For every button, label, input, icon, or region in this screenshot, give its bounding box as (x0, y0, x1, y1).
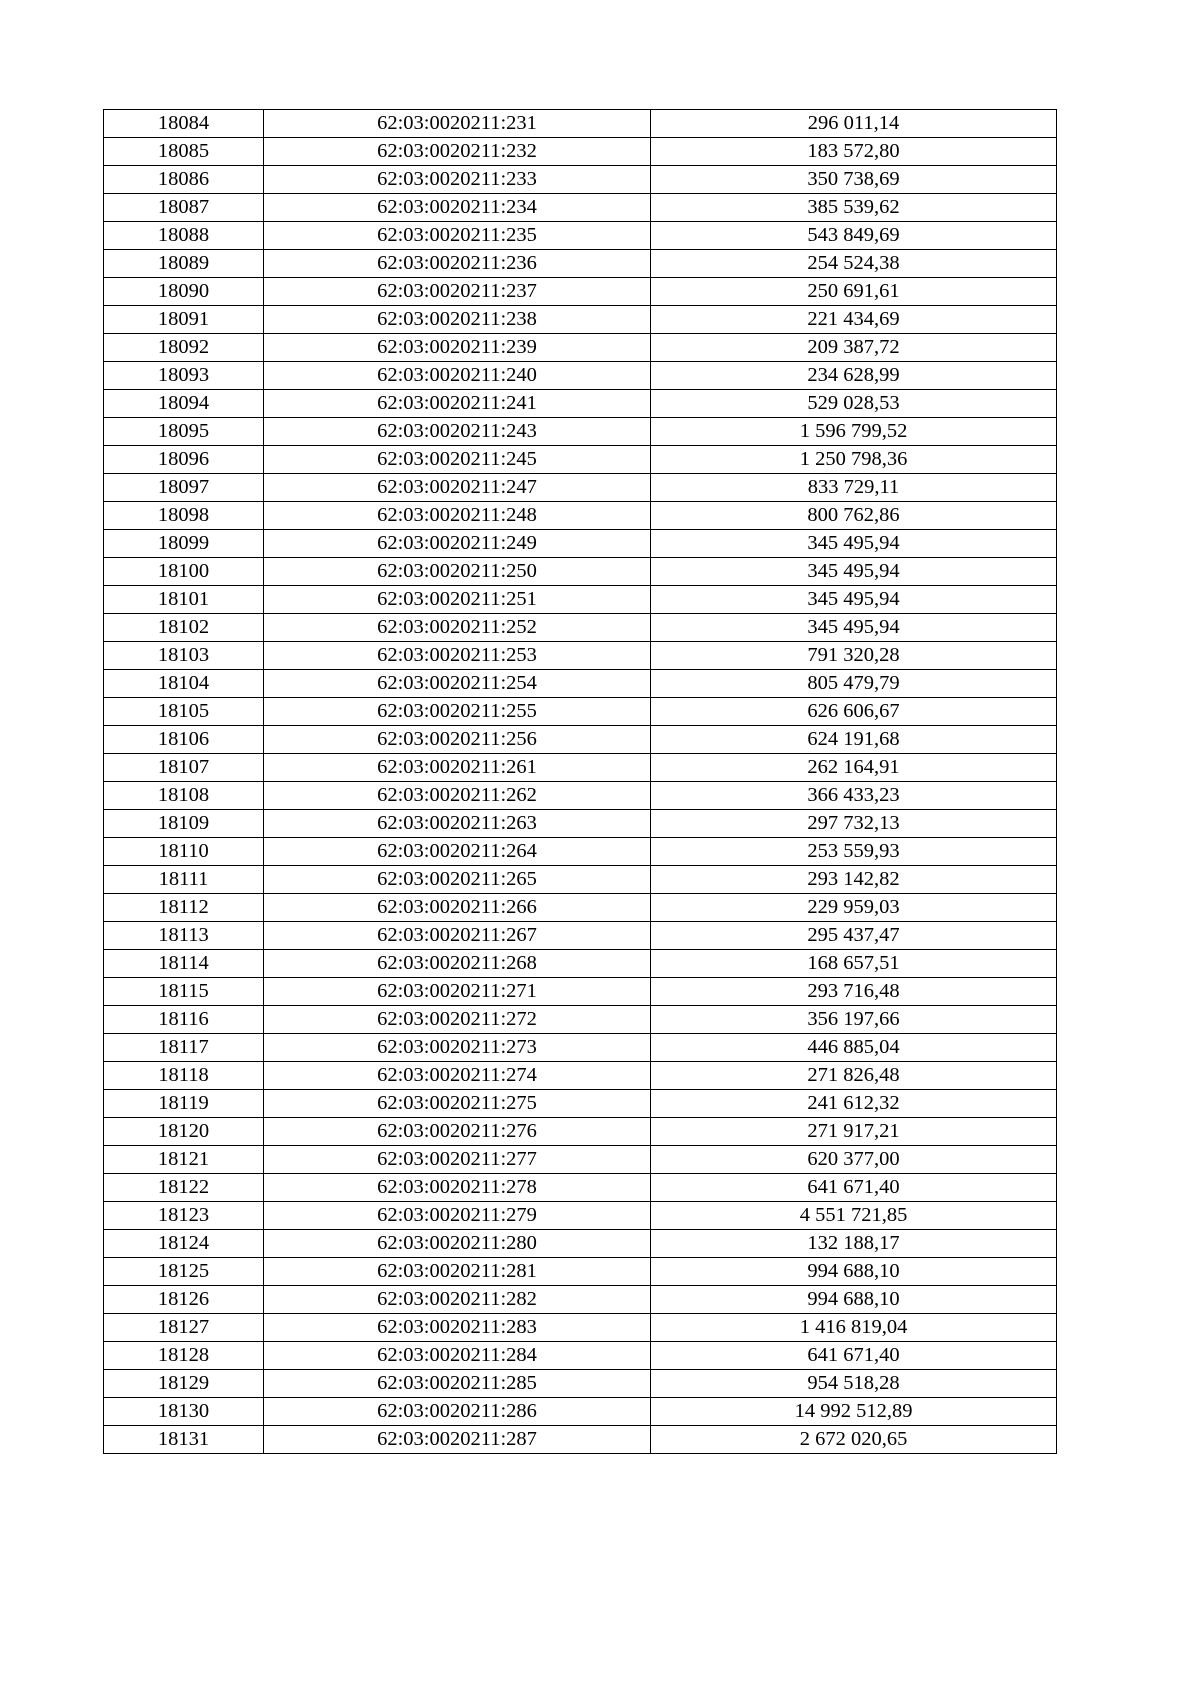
cadastral-number-cell: 62:03:0020211:232 (264, 138, 651, 166)
table-row (104, 754, 1057, 782)
table-row (104, 474, 1057, 502)
cadastral-number-cell: 62:03:0020211:274 (264, 1062, 651, 1090)
cadastral-value-cell: 234 628,99 (651, 362, 1057, 390)
cadastral-value-cell: 356 197,66 (651, 1006, 1057, 1034)
row-number-cell: 18098 (104, 502, 264, 530)
cadastral-value-cell: 800 762,86 (651, 502, 1057, 530)
cadastral-value-cell: 168 657,51 (651, 950, 1057, 978)
table-row (104, 1398, 1057, 1426)
cadastral-value-cell: 295 437,47 (651, 922, 1057, 950)
row-number-cell: 18117 (104, 1034, 264, 1062)
cadastral-number-cell: 62:03:0020211:231 (264, 110, 651, 138)
cadastral-number-cell: 62:03:0020211:241 (264, 390, 651, 418)
row-number-cell: 18127 (104, 1314, 264, 1342)
row-number-cell: 18094 (104, 390, 264, 418)
cadastral-value-cell: 262 164,91 (651, 754, 1057, 782)
cadastral-number-cell: 62:03:0020211:279 (264, 1202, 651, 1230)
cadastral-number-cell: 62:03:0020211:249 (264, 530, 651, 558)
row-number-cell: 18103 (104, 642, 264, 670)
cadastral-number-cell: 62:03:0020211:283 (264, 1314, 651, 1342)
row-number-cell: 18087 (104, 194, 264, 222)
cadastral-number-cell: 62:03:0020211:245 (264, 446, 651, 474)
cadastral-value-cell: 241 612,32 (651, 1090, 1057, 1118)
table-body (104, 110, 1057, 1454)
row-number-cell: 18084 (104, 110, 264, 138)
cadastral-number-cell: 62:03:0020211:282 (264, 1286, 651, 1314)
cadastral-value-cell: 954 518,28 (651, 1370, 1057, 1398)
cadastral-number-cell: 62:03:0020211:254 (264, 670, 651, 698)
cadastral-value-cell: 833 729,11 (651, 474, 1057, 502)
row-number-cell: 18106 (104, 726, 264, 754)
cadastral-number-cell: 62:03:0020211:287 (264, 1426, 651, 1454)
row-number-cell: 18090 (104, 278, 264, 306)
row-number-cell: 18089 (104, 250, 264, 278)
table-row (104, 670, 1057, 698)
cadastral-value-cell: 183 572,80 (651, 138, 1057, 166)
row-number-cell: 18086 (104, 166, 264, 194)
cadastral-value-cell: 626 606,67 (651, 698, 1057, 726)
table-row (104, 502, 1057, 530)
cadastral-value-table (103, 109, 1057, 1454)
cadastral-value-cell: 296 011,14 (651, 110, 1057, 138)
table-row (104, 222, 1057, 250)
cadastral-number-cell: 62:03:0020211:265 (264, 866, 651, 894)
cadastral-value-cell: 1 596 799,52 (651, 418, 1057, 446)
cadastral-number-cell: 62:03:0020211:253 (264, 642, 651, 670)
cadastral-value-cell: 620 377,00 (651, 1146, 1057, 1174)
cadastral-value-cell: 253 559,93 (651, 838, 1057, 866)
cadastral-value-cell: 209 387,72 (651, 334, 1057, 362)
row-number-cell: 18121 (104, 1146, 264, 1174)
row-number-cell: 18092 (104, 334, 264, 362)
row-number-cell: 18129 (104, 1370, 264, 1398)
table-row (104, 1202, 1057, 1230)
row-number-cell: 18093 (104, 362, 264, 390)
cadastral-value-cell: 4 551 721,85 (651, 1202, 1057, 1230)
row-number-cell: 18111 (104, 866, 264, 894)
table-row (104, 1034, 1057, 1062)
row-number-cell: 18100 (104, 558, 264, 586)
table-row (104, 642, 1057, 670)
cadastral-number-cell: 62:03:0020211:277 (264, 1146, 651, 1174)
cadastral-value-cell: 221 434,69 (651, 306, 1057, 334)
cadastral-number-cell: 62:03:0020211:238 (264, 306, 651, 334)
cadastral-number-cell: 62:03:0020211:236 (264, 250, 651, 278)
table-row (104, 110, 1057, 138)
table-row (104, 586, 1057, 614)
table-row (104, 558, 1057, 586)
cadastral-number-cell: 62:03:0020211:240 (264, 362, 651, 390)
table-row (104, 1314, 1057, 1342)
cadastral-number-cell: 62:03:0020211:247 (264, 474, 651, 502)
table-row (104, 250, 1057, 278)
table-row (104, 922, 1057, 950)
row-number-cell: 18109 (104, 810, 264, 838)
cadastral-number-cell: 62:03:0020211:275 (264, 1090, 651, 1118)
table-row (104, 362, 1057, 390)
table-row (104, 1174, 1057, 1202)
row-number-cell: 18107 (104, 754, 264, 782)
row-number-cell: 18104 (104, 670, 264, 698)
cadastral-value-cell: 543 849,69 (651, 222, 1057, 250)
cadastral-number-cell: 62:03:0020211:256 (264, 726, 651, 754)
table-row (104, 306, 1057, 334)
table-row (104, 866, 1057, 894)
cadastral-number-cell: 62:03:0020211:261 (264, 754, 651, 782)
cadastral-number-cell: 62:03:0020211:234 (264, 194, 651, 222)
table-row (104, 1258, 1057, 1286)
row-number-cell: 18118 (104, 1062, 264, 1090)
cadastral-number-cell: 62:03:0020211:272 (264, 1006, 651, 1034)
cadastral-number-cell: 62:03:0020211:281 (264, 1258, 651, 1286)
table-row (104, 726, 1057, 754)
table-row (104, 810, 1057, 838)
row-number-cell: 18128 (104, 1342, 264, 1370)
cadastral-value-cell: 271 826,48 (651, 1062, 1057, 1090)
row-number-cell: 18088 (104, 222, 264, 250)
row-number-cell: 18124 (104, 1230, 264, 1258)
table-row (104, 390, 1057, 418)
cadastral-number-cell: 62:03:0020211:273 (264, 1034, 651, 1062)
cadastral-value-cell: 250 691,61 (651, 278, 1057, 306)
cadastral-number-cell: 62:03:0020211:263 (264, 810, 651, 838)
cadastral-value-cell: 350 738,69 (651, 166, 1057, 194)
row-number-cell: 18105 (104, 698, 264, 726)
cadastral-number-cell: 62:03:0020211:278 (264, 1174, 651, 1202)
table-row (104, 614, 1057, 642)
row-number-cell: 18112 (104, 894, 264, 922)
cadastral-value-cell: 641 671,40 (651, 1342, 1057, 1370)
cadastral-value-cell: 1 250 798,36 (651, 446, 1057, 474)
table-row (104, 194, 1057, 222)
table-row (104, 698, 1057, 726)
row-number-cell: 18099 (104, 530, 264, 558)
cadastral-number-cell: 62:03:0020211:252 (264, 614, 651, 642)
cadastral-value-cell: 254 524,38 (651, 250, 1057, 278)
cadastral-value-cell: 293 716,48 (651, 978, 1057, 1006)
table-row (104, 950, 1057, 978)
cadastral-number-cell: 62:03:0020211:235 (264, 222, 651, 250)
row-number-cell: 18130 (104, 1398, 264, 1426)
cadastral-value-cell: 345 495,94 (651, 558, 1057, 586)
row-number-cell: 18116 (104, 1006, 264, 1034)
row-number-cell: 18102 (104, 614, 264, 642)
cadastral-value-cell: 271 917,21 (651, 1118, 1057, 1146)
cadastral-number-cell: 62:03:0020211:262 (264, 782, 651, 810)
table-row (104, 782, 1057, 810)
row-number-cell: 18123 (104, 1202, 264, 1230)
row-number-cell: 18095 (104, 418, 264, 446)
row-number-cell: 18119 (104, 1090, 264, 1118)
cadastral-value-cell: 14 992 512,89 (651, 1398, 1057, 1426)
row-number-cell: 18097 (104, 474, 264, 502)
cadastral-number-cell: 62:03:0020211:255 (264, 698, 651, 726)
table-row (104, 446, 1057, 474)
row-number-cell: 18113 (104, 922, 264, 950)
table-row (104, 418, 1057, 446)
row-number-cell: 18110 (104, 838, 264, 866)
cadastral-value-cell: 994 688,10 (651, 1258, 1057, 1286)
table-row (104, 1006, 1057, 1034)
cadastral-number-cell: 62:03:0020211:237 (264, 278, 651, 306)
row-number-cell: 18126 (104, 1286, 264, 1314)
row-number-cell: 18085 (104, 138, 264, 166)
cadastral-value-cell: 132 188,17 (651, 1230, 1057, 1258)
cadastral-number-cell: 62:03:0020211:271 (264, 978, 651, 1006)
table-row (104, 1090, 1057, 1118)
cadastral-value-cell: 385 539,62 (651, 194, 1057, 222)
row-number-cell: 18114 (104, 950, 264, 978)
row-number-cell: 18108 (104, 782, 264, 810)
row-number-cell: 18125 (104, 1258, 264, 1286)
cadastral-value-cell: 345 495,94 (651, 614, 1057, 642)
cadastral-value-cell: 805 479,79 (651, 670, 1057, 698)
row-number-cell: 18120 (104, 1118, 264, 1146)
table-row (104, 894, 1057, 922)
table-row (104, 166, 1057, 194)
table-row (104, 1370, 1057, 1398)
row-number-cell: 18115 (104, 978, 264, 1006)
cadastral-value-cell: 293 142,82 (651, 866, 1057, 894)
table-row (104, 1062, 1057, 1090)
row-number-cell: 18091 (104, 306, 264, 334)
cadastral-number-cell: 62:03:0020211:264 (264, 838, 651, 866)
table-row (104, 138, 1057, 166)
cadastral-number-cell: 62:03:0020211:239 (264, 334, 651, 362)
cadastral-value-cell: 446 885,04 (651, 1034, 1057, 1062)
cadastral-value-cell: 529 028,53 (651, 390, 1057, 418)
table-row (104, 838, 1057, 866)
cadastral-value-cell: 641 671,40 (651, 1174, 1057, 1202)
cadastral-value-cell: 345 495,94 (651, 586, 1057, 614)
cadastral-value-cell: 345 495,94 (651, 530, 1057, 558)
table-row (104, 1118, 1057, 1146)
row-number-cell: 18131 (104, 1426, 264, 1454)
cadastral-number-cell: 62:03:0020211:280 (264, 1230, 651, 1258)
table-row (104, 278, 1057, 306)
cadastral-value-cell: 994 688,10 (651, 1286, 1057, 1314)
cadastral-value-cell: 2 672 020,65 (651, 1426, 1057, 1454)
cadastral-number-cell: 62:03:0020211:243 (264, 418, 651, 446)
row-number-cell: 18101 (104, 586, 264, 614)
cadastral-number-cell: 62:03:0020211:286 (264, 1398, 651, 1426)
cadastral-number-cell: 62:03:0020211:250 (264, 558, 651, 586)
cadastral-number-cell: 62:03:0020211:285 (264, 1370, 651, 1398)
table-row (104, 1426, 1057, 1454)
cadastral-value-cell: 366 433,23 (651, 782, 1057, 810)
cadastral-number-cell: 62:03:0020211:233 (264, 166, 651, 194)
table-row (104, 334, 1057, 362)
cadastral-number-cell: 62:03:0020211:266 (264, 894, 651, 922)
cadastral-number-cell: 62:03:0020211:267 (264, 922, 651, 950)
cadastral-value-cell: 791 320,28 (651, 642, 1057, 670)
table-row (104, 978, 1057, 1006)
table-row (104, 1146, 1057, 1174)
cadastral-number-cell: 62:03:0020211:248 (264, 502, 651, 530)
table-row (104, 1230, 1057, 1258)
cadastral-value-cell: 229 959,03 (651, 894, 1057, 922)
cadastral-value-cell: 1 416 819,04 (651, 1314, 1057, 1342)
row-number-cell: 18096 (104, 446, 264, 474)
cadastral-number-cell: 62:03:0020211:276 (264, 1118, 651, 1146)
table-row (104, 1342, 1057, 1370)
table-row (104, 530, 1057, 558)
row-number-cell: 18122 (104, 1174, 264, 1202)
cadastral-number-cell: 62:03:0020211:251 (264, 586, 651, 614)
cadastral-value-cell: 297 732,13 (651, 810, 1057, 838)
table-row (104, 1286, 1057, 1314)
cadastral-value-cell: 624 191,68 (651, 726, 1057, 754)
cadastral-number-cell: 62:03:0020211:268 (264, 950, 651, 978)
cadastral-number-cell: 62:03:0020211:284 (264, 1342, 651, 1370)
